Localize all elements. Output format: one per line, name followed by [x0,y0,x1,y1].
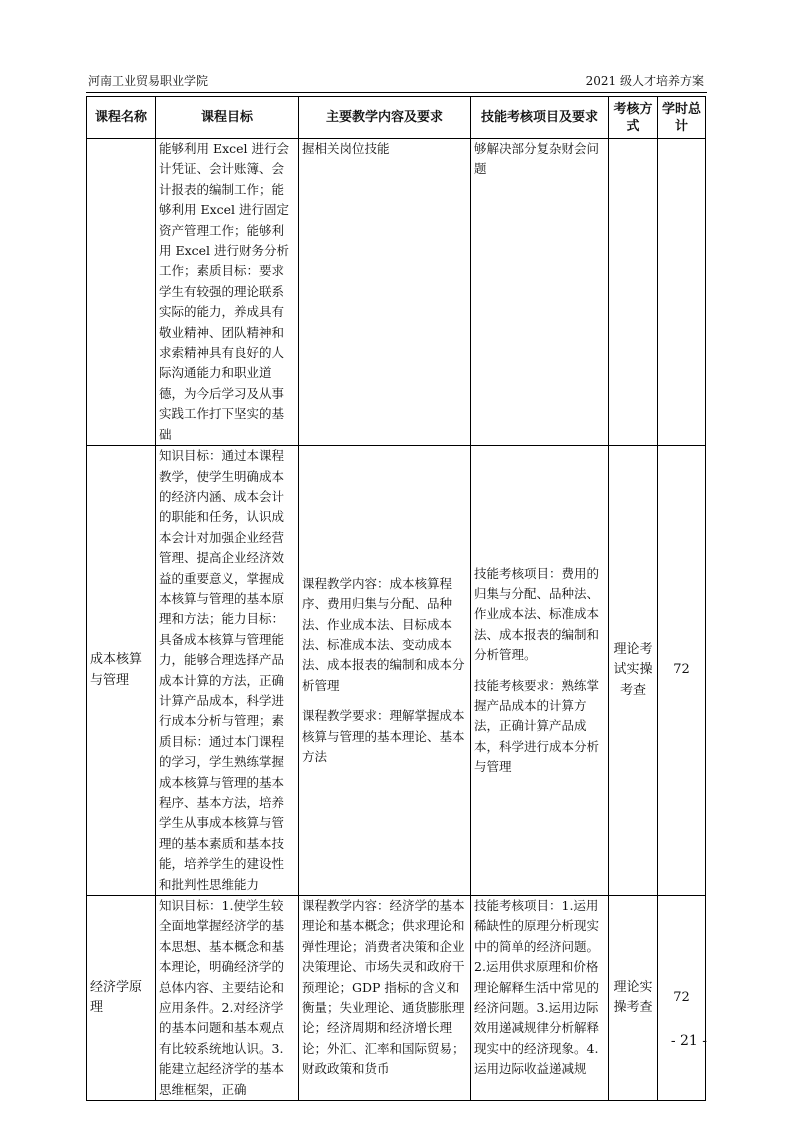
header-plan-title: 2021 级人才培养方案 [585,74,704,88]
table-row [87,139,706,446]
course-name-cell: 经济学原理 [87,896,156,1101]
hours-cell: 72 [658,446,706,896]
hours-cell: 72 [658,896,706,1101]
col-header-assessment: 考核方式 [609,97,658,139]
skills-cell [471,139,609,446]
table-header-row [87,97,706,139]
skills-requirements-text: 技能考核要求：熟练掌握产品成本的计算方法，正确计算产品成本，科学进行成本分析与管理 [474,677,600,775]
assessment-cell: 理论考试实操考查 [609,446,658,896]
content-text: 课程教学内容：成本核算程序、费用归集与分配、品种法、作业成本法、目标成本法、标准成本法、变动成本法、成本报表的编制和成本分析管理 [302,575,465,693]
content-requirements-text: 课程教学要求：理解掌握成本核算与管理的基本理论、基本方法 [302,708,465,764]
page-number: - 21 - [670,1033,707,1049]
col-header-skills: 技能考核项目及要求 [471,97,609,139]
content-text: 握相关岗位技能 [302,141,390,156]
skills-cell [471,446,609,896]
course-name-cell: 成本核算与管理 [87,446,156,896]
objectives-cell: 知识目标：1.使学生较全面地掌握经济学的基本思想、基本概念和基本理论，明确经济学的总体内容、主要结论和应用条件。2.对经济学的基本问题和基本观点有比较系统地认识。3.能建立起经济学的基本思维框架，正确 [156,896,299,1101]
col-header-content: 主要教学内容及要求 [299,97,471,139]
objectives-cell: 能够利用 Excel 进行会计凭证、会计账簿、会计报表的编制工作；能够利用 Excel 进行固定资产管理工作；能够利用 Excel 进行财务分析工作；素质目标：要求学生有较强的理论联系实际的能力，养成具有敬业精神、团队精神和求索精神具有良好的人际沟通能力和职业道德，为今后学习及从事实践工作打下坚实的基础 [156,139,299,446]
content-text: 课程教学内容：经济学的基本理论和基本概念；供求理论和弹性理论；消费者决策和企业决策理论、市场失灵和政府干预理论；GDP 指标的含义和衡量；失业理论、通货膨胀理论；经济周期和经济增长理论；外汇、汇率和国际贸易；财政政策和货币 [302,898,465,1077]
skills-text: 够解决部分复杂财会问题 [474,141,600,177]
assessment-cell: 理论实操考查 [609,896,658,1101]
content-cell [299,446,471,896]
course-name-cell [87,139,156,446]
objectives-cell: 知识目标：通过本课程教学，使学生明确成本的经济内涵、成本会计的职能和任务，认识成本会计对加强企业经营管理、提高企业经济效益的重要意义，掌握成本核算与管理的基本原理和方法；能力目标：具备成本核算与管理能力，能够合理选择产品成本计算的方法，正确计算产品成本，科学进行成本分析与管理；素质目标：通过本门课程的学习，学生熟练掌握成本核算与管理的基本程序、基本方法，培养学生从事成本核算与管理的基本素质和基本技能，培养学生的建设性和批判性思维能力 [156,446,299,896]
content-cell [299,896,471,1101]
col-header-hours: 学时总计 [658,97,706,139]
skills-cell [471,896,609,1101]
hours-cell [658,139,706,446]
skills-text: 技能考核项目：费用的归集与分配、品种法、作业成本法、标准成本法、成本报表的编制和分析管理。 [474,565,600,663]
curriculum-table [86,96,706,1101]
skills-text: 技能考核项目：1.运用稀缺性的原理分析现实中的简单的经济问题。2.运用供求原理和价格理论解释生活中常见的经济问题。3.运用边际效用递减规律分析解释现实中的经济现象。4.运用边际收益递减规 [474,898,600,1077]
table-row [87,896,706,1101]
header-divider [86,92,707,93]
content-cell [299,139,471,446]
assessment-cell [609,139,658,446]
col-header-course-name: 课程名称 [87,97,156,139]
header-school-name: 河南工业贸易职业学院 [88,74,209,88]
col-header-objectives: 课程目标 [156,97,299,139]
table-row [87,446,706,896]
